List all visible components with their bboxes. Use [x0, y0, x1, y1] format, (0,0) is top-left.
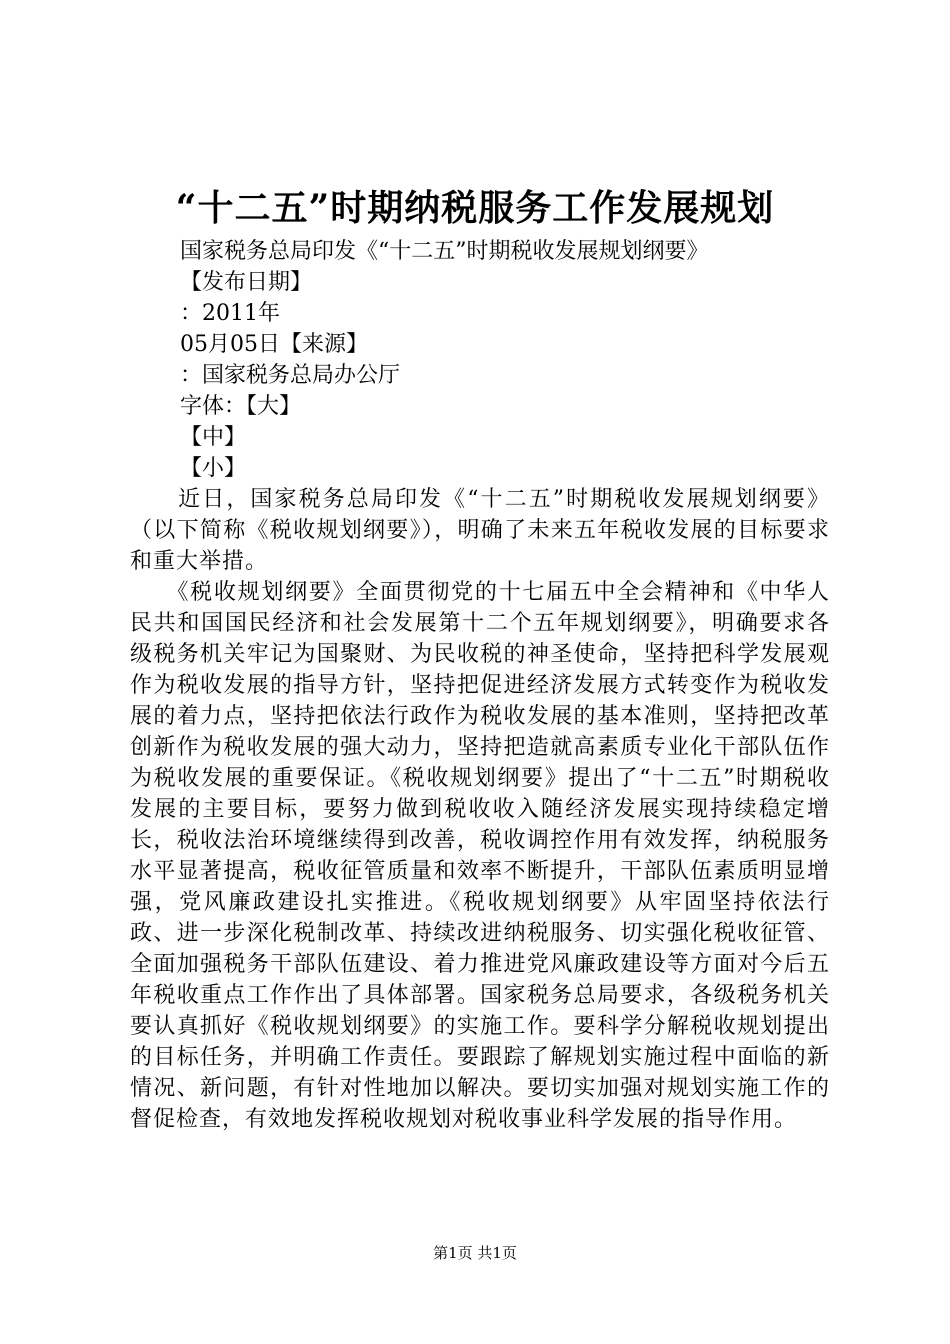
font-size-small-link[interactable]: 【小】 — [180, 456, 247, 481]
document-title: “十二五”时期纳税服务工作发展规划 — [175, 187, 775, 229]
meta-line-source: ：国家税务总局办公厅 — [180, 363, 401, 388]
font-size-large-link[interactable]: 字体：【大】 — [180, 394, 302, 419]
meta-line-publish-notice: 国家税务总局印发《“十二五”时期税收发展规划纲要》 — [180, 239, 709, 264]
font-size-medium-link[interactable]: 【中】 — [180, 425, 247, 450]
paragraph-intro: 近日，国家税务总局印发《“十二五”时期税收发展规划纲要》（以下简称《税收规划纲要》），明确了未来五年税收发展的目标要求和重大举措。 — [130, 487, 830, 574]
meta-line-date-source: 05月05日【来源】 — [180, 332, 368, 357]
page-footer: 第1页 共1页 — [433, 1244, 517, 1262]
meta-line-year: ：2011年 — [180, 301, 280, 326]
meta-line-date-label: 【发布日期】 — [180, 270, 313, 295]
paragraph-main: 《税收规划纲要》全面贯彻党的十七届五中全会精神和《中华人民共和国国民经济和社会发展第十二个五年规划纲要》，明确要求各级税务机关牢记为国聚财、为民收税的神圣使命，坚持把科学发展观作为税收发展的指导方针，坚持把促进经济发展方式转变作为税收发展的着力点，坚持把依法行政作为税收发展的基本准则，坚持把改革创新作为税收发展的强大动力，坚持把造就高素质专业化干部队伍作为税收发展的重要保证。《税收规划纲要》提出了“十二五”时期税收发展的主要目标，要努力做到税收收入随经济发展实现持续稳定增长，税收法治环境继续得到改善，税收调控作用有效发挥，纳税服务水平显著提高，税收征管质量和效率不断提升，干部队伍素质明显增强，党风廉政建设扎实推进。《税收规划纲要》从牢固坚持依法行政、进一步深化税制改革、持续改进纳税服务、切实强化税收征管、全面加强税务干部队伍建设、着力推进党风廉政建设等方面对今后五年税收重点工作作出了具体部署。国家税务总局要求，各级税务机关要认真抓好《税收规划纲要》的实施工作。要科学分解税收规划提出的目标任务，并明确工作责任。要跟踪了解规划实施过程中面临的新情况、新问题，有针对性地加以解决。要切实加强对规划实施工作的督促检查，有效地发挥税收规划对税收事业科学发展的指导作用。 — [130, 580, 830, 1132]
